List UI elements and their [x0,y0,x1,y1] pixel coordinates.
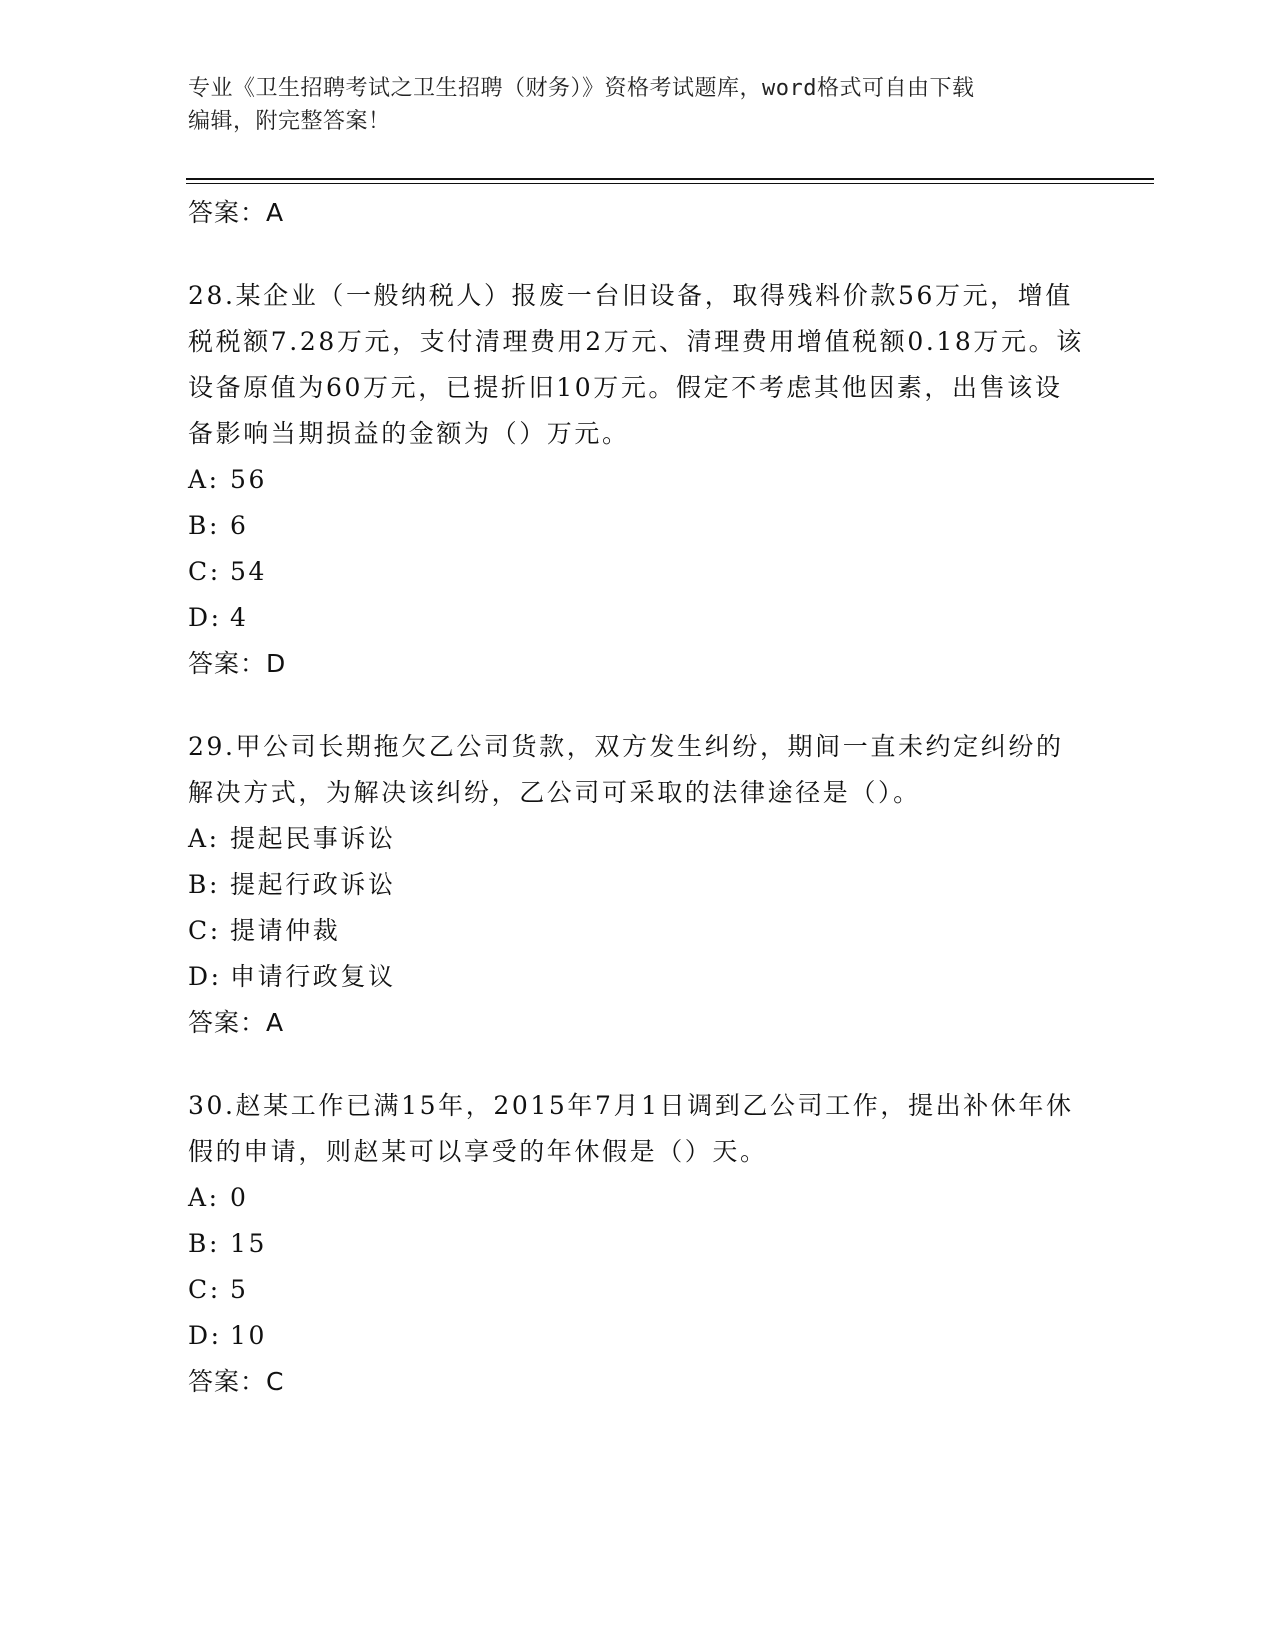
option-key: D: [188,1321,222,1350]
page-header [188,72,1088,138]
option-d [188,954,1088,1000]
option-key: C: [188,557,221,586]
header-line-1: 专业《卫生招聘考试之卫生招聘（财务）》资格考试题库，word格式可自由下载 [188,76,975,101]
option-text: 申请行政复议 [230,962,396,991]
option-a [188,1175,1088,1221]
option-key: A: [188,465,220,494]
option-key: B: [188,870,220,899]
question-28 [188,273,1088,687]
question-29 [188,724,1088,1046]
option-key: B: [188,1229,220,1258]
question-30 [188,1083,1088,1405]
option-text: 提请仲裁 [230,916,341,945]
option-key: D: [188,962,222,991]
question-stem: 30.赵某工作已满15年，2015年7月1日调到乙公司工作，提出补休年休假的申请，则赵某可以享受的年休假是（）天。 [188,1091,1074,1166]
option-key: A: [188,824,220,853]
option-text: 提起行政诉讼 [230,870,396,899]
option-key: C: [188,916,221,945]
answer-28: 答案：D [188,649,287,678]
option-a [188,816,1088,862]
header-divider [186,178,1154,180]
option-c [188,908,1088,954]
option-text: 10 [230,1321,268,1350]
option-key: B: [188,511,220,540]
option-text: 15 [230,1229,268,1258]
option-text: 54 [230,557,268,586]
option-c [188,1267,1088,1313]
option-text: 4 [230,603,249,632]
option-c [188,549,1088,595]
option-b [188,1221,1088,1267]
header-divider-thin [186,183,1154,184]
answer-29: 答案：A [188,1008,285,1037]
option-text: 56 [230,465,268,494]
option-d [188,595,1088,641]
option-b [188,503,1088,549]
option-b [188,862,1088,908]
option-text: 0 [230,1183,249,1212]
question-stem: 29.甲公司长期拖欠乙公司货款，双方发生纠纷，期间一直未约定纠纷的解决方式，为解决该纠纷，乙公司可采取的法律途径是（）。 [188,732,1064,807]
option-text: 6 [230,511,249,540]
answer-30: 答案：C [188,1367,285,1396]
option-a [188,457,1088,503]
option-d [188,1313,1088,1359]
question-stem: 28.某企业（一般纳税人）报废一台旧设备，取得残料价款56万元，增值税税额7.28万元，支付清理费用2万元、清理费用增值税额0.18万元。该设备原值为60万元，已提折旧10万元。假定不考虑其他因素，出售该设备影响当期损益的金额为（）万元。 [188,281,1084,448]
question-list [188,190,1088,1405]
previous-answer: 答案：A [188,198,285,227]
option-key: A: [188,1183,220,1212]
option-key: C: [188,1275,221,1304]
option-text: 5 [230,1275,249,1304]
option-key: D: [188,603,222,632]
option-text: 提起民事诉讼 [230,824,396,853]
header-line-2: 编辑，附完整答案！ [188,109,391,134]
